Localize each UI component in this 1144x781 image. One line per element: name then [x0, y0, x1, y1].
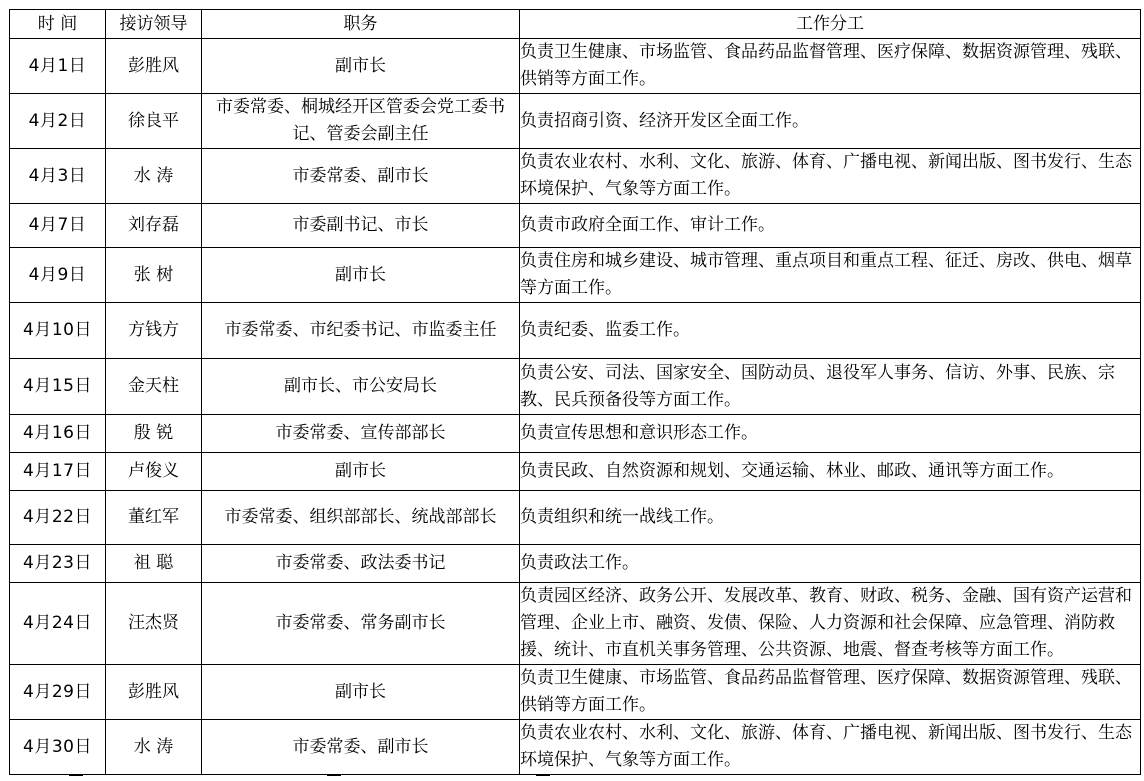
row-date: 4月17日	[10, 453, 106, 491]
row-leader: 彭胜风	[106, 665, 202, 720]
row-duties: 负责住房和城乡建设、城市管理、重点项目和重点工程、征迁、房改、供电、烟草等方面工作。	[520, 248, 1141, 303]
row-position: 市委常委、政法委书记	[202, 545, 520, 583]
header-row	[10, 10, 1141, 39]
row-leader: 卢俊义	[106, 453, 202, 491]
row-position: 副市长	[202, 665, 520, 720]
table-row	[10, 149, 1141, 204]
row-position: 市委常委、桐城经开区管委会党工委书记、管委会副主任	[202, 94, 520, 149]
next-row-fragment	[9, 775, 1140, 781]
row-duties: 负责民政、自然资源和规划、交通运输、林业、邮政、通讯等方面工作。	[520, 453, 1141, 491]
row-date: 4月24日	[10, 583, 106, 665]
row-leader: 水 涛	[106, 720, 202, 775]
row-duties: 负责园区经济、政务公开、发展改革、教育、财政、税务、金融、国有资产运营和管理、企业上市、融资、发债、保险、人力资源和社会保障、应急管理、消防救援、统计、市直机关事务管理、公共资源、地震、督查考核等方面工作。	[520, 583, 1141, 665]
row-leader: 刘存磊	[106, 204, 202, 248]
row-leader: 金天柱	[106, 359, 202, 415]
table-row	[10, 453, 1141, 491]
row-date: 4月22日	[10, 491, 106, 545]
row-date: 4月7日	[10, 204, 106, 248]
table-row	[10, 204, 1141, 248]
row-date: 4月3日	[10, 149, 106, 204]
row-date: 4月30日	[10, 720, 106, 775]
table-row	[10, 720, 1141, 775]
row-leader: 方钱方	[106, 303, 202, 359]
row-position: 市委常委、副市长	[202, 720, 520, 775]
header-leader: 接访领导	[106, 10, 202, 39]
row-date: 4月23日	[10, 545, 106, 583]
row-duties: 负责卫生健康、市场监管、食品药品监督管理、医疗保障、数据资源管理、残联、供销等方面工作。	[520, 665, 1141, 720]
row-date: 4月10日	[10, 303, 106, 359]
row-leader: 彭胜风	[106, 39, 202, 94]
row-leader: 水 涛	[106, 149, 202, 204]
row-date: 4月2日	[10, 94, 106, 149]
row-position: 市委常委、常务副市长	[202, 583, 520, 665]
row-leader: 徐良平	[106, 94, 202, 149]
row-position: 市委常委、市纪委书记、市监委主任	[202, 303, 520, 359]
row-position: 副市长、市公安局长	[202, 359, 520, 415]
table-row	[10, 583, 1141, 665]
row-duties: 负责公安、司法、国家安全、国防动员、退役军人事务、信访、外事、民族、宗教、民兵预备役等方面工作。	[520, 359, 1141, 415]
row-leader: 殷 锐	[106, 415, 202, 453]
row-duties: 负责农业农村、水利、文化、旅游、体育、广播电视、新闻出版、图书发行、生态环境保护、气象等方面工作。	[520, 149, 1141, 204]
row-position: 副市长	[202, 453, 520, 491]
row-position: 副市长	[202, 39, 520, 94]
table-row	[10, 491, 1141, 545]
row-leader: 董红军	[106, 491, 202, 545]
header-date: 时 间	[10, 10, 106, 39]
table-row	[10, 359, 1141, 415]
header-position: 职务	[202, 10, 520, 39]
row-duties: 负责市政府全面工作、审计工作。	[520, 204, 1141, 248]
row-date: 4月29日	[10, 665, 106, 720]
table-row	[10, 248, 1141, 303]
reception-schedule-table	[9, 9, 1141, 775]
row-position: 市委副书记、市长	[202, 204, 520, 248]
row-position: 市委常委、宣传部部长	[202, 415, 520, 453]
row-duties: 负责宣传思想和意识形态工作。	[520, 415, 1141, 453]
row-date: 4月16日	[10, 415, 106, 453]
table-row	[10, 415, 1141, 453]
row-position: 副市长	[202, 248, 520, 303]
table-row	[10, 94, 1141, 149]
table-row	[10, 665, 1141, 720]
row-leader: 张 树	[106, 248, 202, 303]
row-duties: 负责农业农村、水利、文化、旅游、体育、广播电视、新闻出版、图书发行、生态环境保护、气象等方面工作。	[520, 720, 1141, 775]
table-row	[10, 545, 1141, 583]
row-duties: 负责纪委、监委工作。	[520, 303, 1141, 359]
cut-mark	[327, 775, 341, 779]
row-duties: 负责卫生健康、市场监管、食品药品监督管理、医疗保障、数据资源管理、残联、供销等方面工作。	[520, 39, 1141, 94]
header-duties: 工作分工	[520, 10, 1141, 39]
row-position: 市委常委、组织部部长、统战部部长	[202, 491, 520, 545]
table-row	[10, 39, 1141, 94]
row-duties: 负责政法工作。	[520, 545, 1141, 583]
cut-mark	[536, 775, 550, 779]
cut-mark	[69, 775, 83, 779]
row-date: 4月9日	[10, 248, 106, 303]
row-duties: 负责组织和统一战线工作。	[520, 491, 1141, 545]
row-leader: 汪杰贤	[106, 583, 202, 665]
row-date: 4月1日	[10, 39, 106, 94]
row-duties: 负责招商引资、经济开发区全面工作。	[520, 94, 1141, 149]
row-position: 市委常委、副市长	[202, 149, 520, 204]
table-row	[10, 303, 1141, 359]
row-date: 4月15日	[10, 359, 106, 415]
row-leader: 祖 聪	[106, 545, 202, 583]
